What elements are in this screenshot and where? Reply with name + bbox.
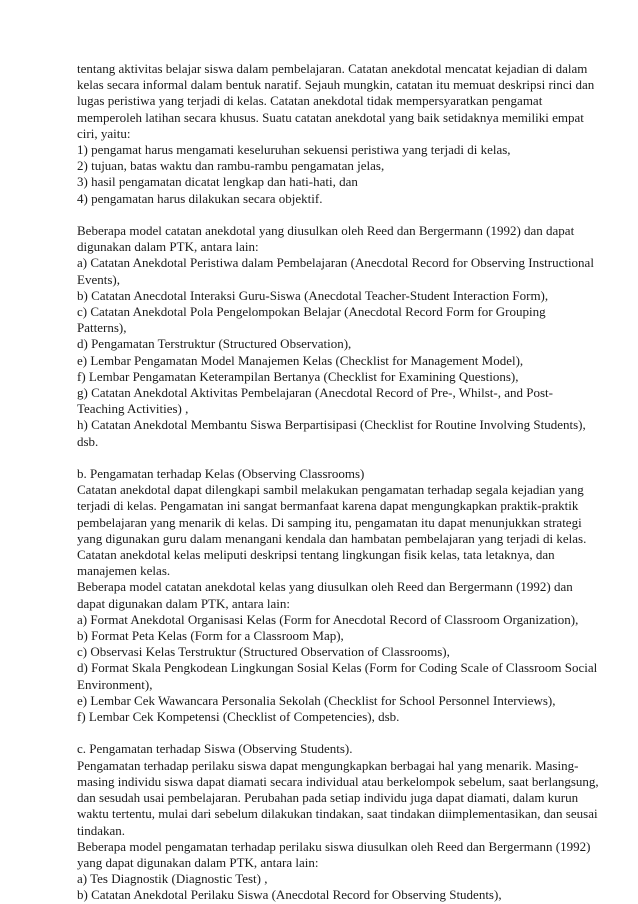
- text-line: Beberapa model catatan anekdotal yang diusulkan oleh Reed dan Bergermann (1992) dan dapat: [77, 223, 575, 239]
- paragraph-anecdotal-models: [77, 223, 594, 450]
- section-observing-students: [77, 741, 599, 903]
- text-line: Beberapa model pengamatan terhadap perilaku siswa diusulkan oleh Reed dan Bergermann (1992): [77, 838, 591, 854]
- list-item: b) Format Peta Kelas (Form for a Classroom Map),: [77, 628, 344, 644]
- text-line: Catatan anekdotal kelas meliputi deskripsi tentang lingkungan fisik kelas, tata letaknya, dan: [77, 547, 555, 563]
- list-item: Teaching Activities) ,: [77, 401, 189, 417]
- text-line: digunakan dalam PTK, antara lain:: [77, 239, 259, 255]
- text-line: dapat digunakan dalam PTK, antara lain:: [77, 595, 290, 611]
- text-line: Catatan anekdotal dapat dilengkapi sambil melakukan pengamatan terhadap segala kejadian yang: [77, 482, 584, 498]
- list-item: e) Lembar Cek Wawancara Personalia Sekolah (Checklist for School Personnel Interviews),: [77, 692, 556, 708]
- list-item: 1) pengamat harus mengamati keseluruhan sekuensi peristiwa yang terjadi di kelas,: [77, 142, 511, 158]
- list-item: a) Catatan Anekdotal Peristiwa dalam Pembelajaran (Anecdotal Record for Observing Instructional: [77, 255, 594, 271]
- list-item: b) Catatan Anecdotal Interaksi Guru-Siswa (Anecdotal Teacher-Student Interaction Form),: [77, 287, 549, 303]
- list-item: Environment),: [77, 676, 153, 692]
- text-line: terjadi di kelas. Pengamatan ini sangat bermanfaat karena dapat mengungkapkan praktik-praktik: [77, 498, 579, 514]
- list-item: e) Lembar Pengamatan Model Manajemen Kelas (Checklist for Management Model),: [77, 352, 524, 368]
- text-line: waktu tertentu, mulai dari sebelum dilakukan tindakan, saat tindakan diimplementasikan, dan seusai: [77, 806, 598, 822]
- paragraph-gap: [77, 725, 591, 741]
- text-line: ciri, yaitu:: [77, 125, 131, 141]
- document-page: [77, 61, 599, 904]
- list-item: a) Tes Diagnostik (Diagnostic Test) ,: [77, 871, 268, 887]
- text-line: pembelajaran yang menarik di kelas. Di samping itu, pengamatan itu dapat menunjukkan strategi: [77, 514, 582, 530]
- list-item: h) Catatan Anekdotal Membantu Siswa Berpartisipasi (Checklist for Routine Involving Students),: [77, 417, 586, 433]
- list-item: a) Format Anekdotal Organisasi Kelas (Form for Anecdotal Record of Classroom Organization),: [77, 611, 579, 627]
- list-item: 4) pengamatan harus dilakukan secara objektif.: [77, 190, 323, 206]
- text-line: yang digunakan guru dalam menangani kendala dan hambatan pembelajaran yang terjadi di kelas.: [77, 530, 587, 546]
- section-observing-classrooms: [77, 466, 598, 725]
- paragraph-gap: [77, 207, 591, 223]
- text-line: tindakan.: [77, 822, 126, 838]
- text-line: yang dapat digunakan dalam PTK, antara lain:: [77, 854, 319, 870]
- list-item: f) Lembar Pengamatan Keterampilan Bertanya (Checklist for Examining Questions),: [77, 368, 519, 384]
- list-item: c) Catatan Anekdotal Pola Pengelompokan Belajar (Anecdotal Record Form for Grouping: [77, 304, 546, 320]
- list-item: 3) hasil pengamatan dicatat lengkap dan hati-hati, dan: [77, 174, 358, 190]
- list-item: b) Catatan Anekdotal Perilaku Siswa (Anecdotal Record for Observing Students),: [77, 887, 502, 903]
- list-item: c) Observasi Kelas Terstruktur (Structured Observation of Classrooms),: [77, 644, 450, 660]
- text-line: dan sesudah usai pembelajaran. Perubahan pada setiap individu juga dapat diamati, dalam kurun: [77, 790, 579, 806]
- paragraph-anecdotal-intro: [77, 61, 595, 207]
- list-item: Events),: [77, 271, 120, 287]
- text-line: Beberapa model catatan anekdotal kelas yang diusulkan oleh Reed dan Bergermann (1992) dan: [77, 579, 573, 595]
- text-line: memperoleh latihan secara khusus. Suatu catatan anekdotal yang baik setidaknya memiliki empat: [77, 109, 584, 125]
- list-item: d) Format Skala Pengkodean Lingkungan Sosial Kelas (Form for Coding Scale of Classroom Social: [77, 660, 598, 676]
- paragraph-gap: [77, 450, 591, 466]
- text-line: masing individu siswa dapat diamati secara individual atau berkelompok sebelum, saat berlangsung,: [77, 773, 599, 789]
- list-item: g) Catatan Anekdotal Aktivitas Pembelajaran (Anecdotal Record of Pre-, Whilst-, and Post-: [77, 385, 553, 401]
- text-line: lugas peristiwa yang terjadi di kelas. Catatan anekdotal tidak mempersyaratkan pengamat: [77, 93, 543, 109]
- section-heading: b. Pengamatan terhadap Kelas (Observing Classrooms): [77, 466, 365, 482]
- list-item: dsb.: [77, 433, 99, 449]
- list-item: Patterns),: [77, 320, 127, 336]
- list-item: d) Pengamatan Terstruktur (Structured Observation),: [77, 336, 352, 352]
- text-line: kelas secara informal dalam bentuk naratif. Sejauh mungkin, catatan itu memuat deskripsi rinci dan: [77, 77, 595, 93]
- list-item: 2) tujuan, batas waktu dan rambu-rambu pengamatan jelas,: [77, 158, 385, 174]
- text-line: Pengamatan terhadap perilaku siswa dapat mengungkapkan berbagai hal yang menarik. Masing-: [77, 757, 579, 773]
- list-item: f) Lembar Cek Kompetensi (Checklist of Competencies), dsb.: [77, 709, 400, 725]
- text-line: tentang aktivitas belajar siswa dalam pembelajaran. Catatan anekdotal mencatat kejadian di dalam: [77, 61, 588, 76]
- text-line: manajemen kelas.: [77, 563, 171, 579]
- section-heading: c. Pengamatan terhadap Siswa (Observing Students).: [77, 741, 353, 757]
